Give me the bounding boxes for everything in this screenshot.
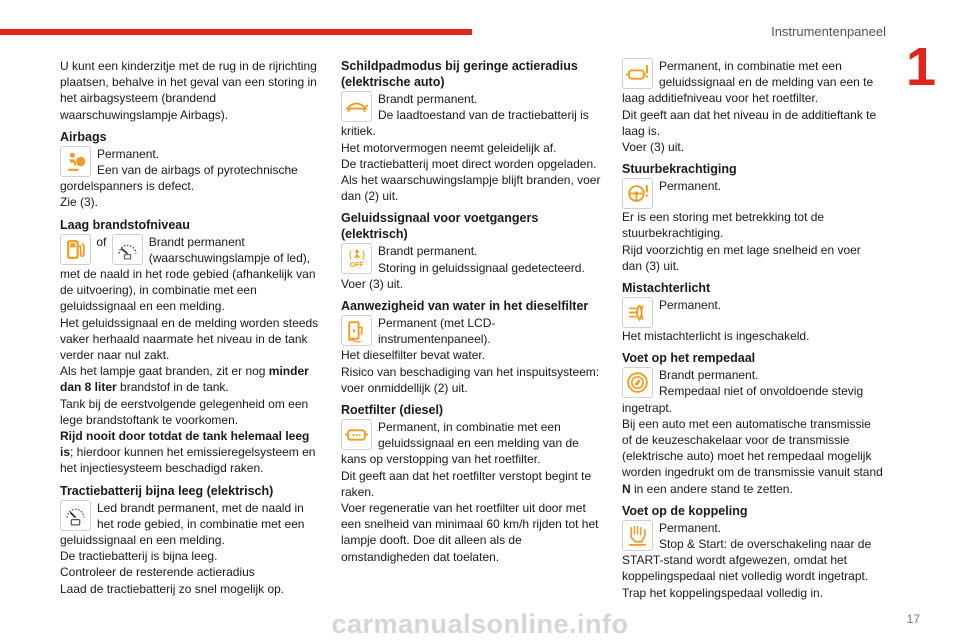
additive-line-2: Dit geeft aan dat het niveau in de additieftank te laag is. (622, 107, 877, 138)
turtle-line-5: Als het waarschuwingslampje blijft branden, voer dan (2) uit. (341, 173, 601, 204)
fuel-line-5a: Rijd nooit door totdat de tank helemaal leeg is (60, 429, 310, 460)
water-line-2: Het dieselfilter bevat water. (341, 348, 486, 363)
fog-line-2: Het mistachterlicht is ingeschakeld. (622, 329, 810, 344)
airbags-heading: Airbags (60, 129, 107, 144)
pedestrian-line-3: Voer (3) uit. (341, 276, 404, 291)
intro-text: U kunt een kinderzitje met de rug in de rijrichting plaatsen, behalve in het geval van een storing in het airbagsysteem (brandend waarschuwingslampje Airbags). (60, 59, 317, 122)
water-heading: Aanwezigheid van water in het dieselfilter (341, 299, 589, 314)
steering-line-1: Permanent. (659, 179, 722, 194)
steering-line-2: Er is een storing met betrekking tot de stuurbekrachtiging. (622, 210, 825, 241)
battery-heading: Tractiebatterij bijna leeg (elektrisch) (60, 483, 274, 498)
turtle-line-2: De laadtoestand van de tractiebatterij is kritiek. (341, 108, 589, 139)
fuel-line-5b: ; hierdoor kunnen het emissieregelsysteem en het injectiesysteem beschadigd raken. (60, 445, 316, 476)
pedestrian-off-label: OFF (349, 261, 364, 269)
column-2 (341, 58, 605, 565)
pedestrian-sound-off-icon (341, 243, 372, 274)
steering-wheel-warning-icon (622, 178, 653, 209)
dpf-line-1: Permanent, in combinatie met een geluidssignaal en een melding van de kans op verstopping van het roetfilter. (341, 420, 579, 467)
brake-line-3b: N (622, 481, 631, 496)
section-title: Instrumentenpaneel (771, 24, 886, 39)
foot-on-brake-icon (622, 367, 653, 398)
battery-line-4: Laad de tractiebatterij zo snel mogelijk op. (60, 581, 285, 596)
fog-line-1: Permanent. (659, 298, 722, 313)
pedestrian-line-2: Storing in geluidssignaal gedetecteerd. (378, 260, 585, 275)
brake-line-2: Rempedaal niet of onvoldoende stevig ingetrapt. (622, 384, 864, 415)
fuel-line-3b: minder dan 8 liter (60, 364, 309, 395)
additive-line-1: Permanent, in combinatie met een geluidssignaal en de melding van een te laag additiefniveau voor het roetfilter. (622, 59, 874, 106)
turtle-heading: Schildpadmodus bij geringe actieradius (elektrische auto) (341, 59, 578, 89)
fuel-line-3 (60, 363, 322, 395)
battery-line-3: Controleer de resterende actieradius (60, 565, 255, 580)
watermark-text: carmanualsonline.info (331, 608, 629, 639)
ev-plug-gauge-icon (60, 500, 91, 531)
water-line-3: Risico van beschadiging van het inspuitsysteem: voer onmiddellijk (2) uit. (341, 364, 600, 395)
fuel-line-1: Brandt permanent (waarschuwingslampje of led), met de naald in het rode gebied (afhankelijk van de uitvoering), in combinatie met een geluidssignaal en een melding. (60, 234, 316, 314)
fuel-line-3a: Als het lampje gaat branden, zit er nog (60, 364, 269, 379)
clutch-line-3: Trap het koppelingspedaal volledig in. (622, 585, 824, 600)
airbag-warning-icon (60, 146, 91, 177)
battery-line-2: De tractiebatterij is bijna leeg. (60, 549, 218, 564)
water-in-fuel-icon (341, 315, 372, 346)
fuel-or-text: of (96, 234, 107, 249)
additive-line-3: Voer (3) uit. (622, 140, 685, 155)
column-3 (622, 58, 884, 601)
fuel-heading: Laag brandstofniveau (60, 217, 190, 232)
fuel-line-2: Het geluidssignaal en de melding worden steeds vaker herhaald naarmate het niveau in de tank verder naar nul zakt. (60, 315, 319, 363)
brake-line-3c: in een andere stand te zetten. (630, 481, 793, 496)
turtle-icon (341, 91, 372, 122)
fuel-icons (60, 234, 143, 265)
steering-heading: Stuurbekrachtiging (622, 162, 737, 177)
water-line-1: Permanent (met LCD-instrumentenpaneel). (378, 316, 496, 347)
pedestrian-line-1: Brandt permanent. (378, 244, 478, 259)
turtle-line-3: Het motorvermogen neemt geleidelijk af. (341, 140, 557, 155)
fuel-line-3c: brandstof in de tank. (116, 380, 229, 395)
turtle-line-4: De tractiebatterij moet direct worden opgeladen. (341, 156, 597, 171)
steering-line-3: Rijd voorzichtig en met lage snelheid en voer dan (3) uit. (622, 242, 861, 273)
rear-fog-light-icon (622, 297, 653, 328)
battery-line-1: Led brandt permanent, met de naald in het rode gebied, in combinatie met een geluidssignaal en een melding. (60, 500, 305, 548)
airbags-line-3: Zie (3). (60, 195, 99, 210)
additive-level-icon (622, 58, 653, 89)
watermark (0, 608, 960, 640)
dpf-line-3: Voer regeneratie van het roetfilter uit door met een snelheid van minimaal 60 km/h rijden tot het lampje dooft. Doe dit alleen als de omstandigheden dat toelaten. (341, 501, 599, 564)
brake-heading: Voet op het rempedaal (622, 351, 756, 366)
header-accent-bar (0, 29, 472, 35)
fog-heading: Mistachterlicht (622, 281, 711, 296)
brake-line-1: Brandt permanent. (659, 368, 759, 383)
clutch-line-2: Stop & Start: de overschakeling naar de START-stand wordt afgewezen, omdat het koppelingspedaal niet volledig wordt ingetrapt. (622, 537, 872, 584)
turtle-line-1: Brandt permanent. (378, 92, 478, 106)
dpf-heading: Roetfilter (diesel) (341, 403, 444, 418)
fuel-line-4: Tank bij de eerstvolgende gelegenheid om een lege brandstoftank te voorkomen. (60, 396, 309, 427)
fuel-gauge-icon (112, 234, 143, 265)
foot-on-clutch-icon (622, 520, 653, 551)
clutch-heading: Voet op de koppeling (622, 503, 748, 518)
airbags-line-1: Permanent. (97, 146, 160, 161)
brake-line-3a: Bij een auto met een automatische transmissie of de keuzeschakelaar voor de transmissie (elektrische auto) moet het rempedaal mogelijk worden ingedrukt om de transmissie vanuit stand (622, 416, 883, 480)
pedestrian-heading: Geluidssignaal voor voetgangers (elektrisch) (341, 211, 539, 242)
page-number: 17 (906, 612, 920, 626)
column-1 (60, 58, 322, 597)
fuel-line-5 (60, 428, 322, 477)
particulate-filter-icon (341, 419, 372, 450)
dpf-line-2: Dit geeft aan dat het roetfilter verstopt begint te raken. (341, 468, 592, 499)
clutch-line-1: Permanent. (659, 520, 722, 535)
brake-line-3 (622, 416, 884, 497)
fuel-pump-icon (60, 234, 91, 265)
airbags-line-2: Een van de airbags of pyrotechnische gordelspanners is defect. (60, 163, 298, 194)
chapter-number: 1 (906, 37, 937, 97)
